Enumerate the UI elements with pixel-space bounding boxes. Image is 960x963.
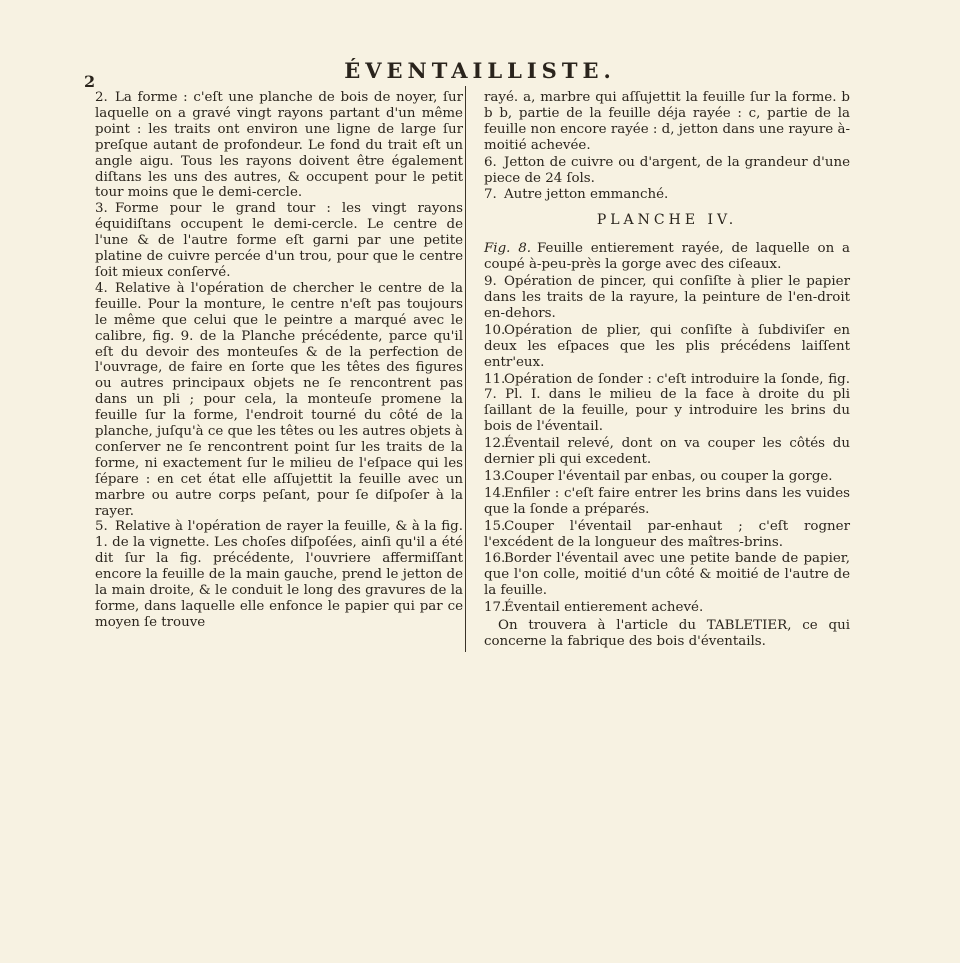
list-item [484, 241, 850, 273]
item-number: 15. [484, 518, 506, 534]
item-text: Éventail relevé, dont on va couper les côtés du dernier pli qui excedent. [484, 436, 850, 468]
right-column [484, 90, 850, 651]
item-number: 2. [95, 90, 108, 105]
planche-heading: PLANCHE IV. [596, 212, 738, 229]
list-item [484, 469, 850, 485]
item-number: 5. [95, 519, 108, 535]
item-text: Enfiler : c'eſt faire entrer les brins dans les vuides que la ſonde a préparés. [484, 485, 850, 517]
list-item [484, 551, 850, 599]
list-item [95, 90, 463, 201]
left-column [95, 90, 463, 631]
list-item [95, 519, 463, 630]
list-item [484, 600, 850, 616]
list-item [484, 436, 850, 468]
item-number: 17. [484, 600, 506, 616]
list-item [484, 187, 850, 203]
item-text: Border l'éventail avec une petite bande de papier, que l'on colle, moitié d'un côté & moitié de l'autre de la feuille. [484, 551, 850, 599]
item-text: Opération de plier, qui conſiſte à ſubdiviſer en deux les eſpaces que les plis précédens laiſſent entr'eux. [484, 322, 850, 370]
item-text: Couper l'éventail par-enhaut ; c'eſt rogner l'excédent de la longueur des maîtres-brins. [484, 518, 850, 550]
page-title: ÉVENTAILLISTE. [344, 58, 616, 83]
closing-note: On trouvera à l'article du TABLETIER, ce qui concerne la fabrique des bois d'éventails. [484, 618, 850, 649]
column-divider [465, 86, 466, 652]
item-text: Relative à l'opération de rayer la feuille, & à la fig. 1. de la vignette. Les choſes diſpoſées, ainſi qu'il a été dit ſur la fig. précédente, l'ouvriere affermiſſant encore la feuille de la main gauche, prend le jetton de la main droite, & le conduit le long des gravures de la forme, dans laquelle elle enfonce le papier qui par ce moyen ſe trouve [95, 519, 463, 630]
list-item [484, 155, 850, 187]
list-item [484, 486, 850, 518]
item-number: 6. [484, 154, 497, 170]
item-text: Opération de ſonder : c'eſt introduire la ſonde, fig. 7. Pl. I. dans le milieu de la face à droite du pli ſaillant de la feuille, pour y introduire les brins du bois de l'éventail. [484, 371, 850, 435]
list-item [95, 281, 463, 520]
item-text: Éventail entierement achevé. [504, 600, 704, 616]
item-text: Jetton de cuivre ou d'argent, de la grandeur d'une piece de 24 ſols. [484, 154, 850, 186]
item-number: 12. [484, 436, 506, 452]
item-text: Feuille entierement rayée, de laquelle on a coupé à-peu-près la gorge avec des ciſeaux. [484, 241, 850, 273]
item-number: 10. [484, 322, 506, 338]
list-item [484, 372, 850, 436]
item-number: 13. [484, 468, 506, 484]
item-number: 11. [484, 371, 506, 387]
continuation-text: rayé. a, marbre qui aſſujettit la feuille ſur la forme. b b b, partie de la feuille déja rayée : c, partie de la feuille non encore rayée : d, jetton dans une rayure à-moitié achevée. [484, 90, 850, 153]
item-number: 9. [484, 274, 497, 290]
item-number: 14. [484, 485, 506, 501]
item-number: 4. [95, 280, 108, 296]
item-number: 7. [484, 187, 497, 203]
item-text: Relative à l'opération de chercher le centre de la feuille. Pour la monture, le centre n'eſt pas toujours le même que celui que le peintre a marqué avec le calibre, fig. 9. de la Planche précédente, parce qu'il eſt du devoir des monteuſes & de la perfection de l'ouvrage, de faire en ſorte que les têtes des figures ou autres principaux objets ne ſe rencontrent pas dans un pli ; pour cela, la monteuſe promene la feuille ſur la forme, l'endroit tourné du côté de la planche, juſqu'à ce que les têtes ou les autres objets à conſerver ne ſe rencontrent point ſur les traits de la forme, ni exactement ſur le milieu de l'eſpace qui les ſépare : en cet état elle aſſujettit la feuille avec un marbre ou autre corps peſant, pour ſe diſpoſer à la rayer. [95, 280, 463, 519]
item-number: 3. [95, 201, 108, 217]
item-number: 16. [484, 551, 506, 567]
list-item [95, 201, 463, 281]
item-text: Autre jetton emmanché. [504, 187, 669, 203]
item-text: La forme : c'eſt une planche de bois de noyer, ſur laquelle on a gravé vingt rayons partant d'un même point : les traits ont environ une ligne de large ſur preſque autant de profondeur. Le fond du trait eſt un angle aigu. Tous les rayons doivent être également diſtans les uns des autres, & occupent pour le petit tour moins que le demi-cercle. [95, 90, 463, 201]
list-item [484, 519, 850, 551]
item-text: Couper l'éventail par enbas, ou couper la gorge. [504, 468, 833, 484]
list-item [484, 274, 850, 322]
page-number: 2 [84, 72, 96, 91]
item-number: Fig. 8. [484, 241, 531, 257]
list-item [484, 323, 850, 371]
item-text: Opération de pincer, qui conſiſte à plier le papier dans les traits de la rayure, la peinture de l'en-droit en-dehors. [484, 274, 850, 321]
item-text: Forme pour le grand tour : les vingt rayons équidiſtans occupent le demi-cercle. Le centre de l'une & de l'autre forme eſt garni par une petite platine de cuivre percée d'un trou, pour que le centre ſoit mieux conſervé. [95, 201, 463, 280]
